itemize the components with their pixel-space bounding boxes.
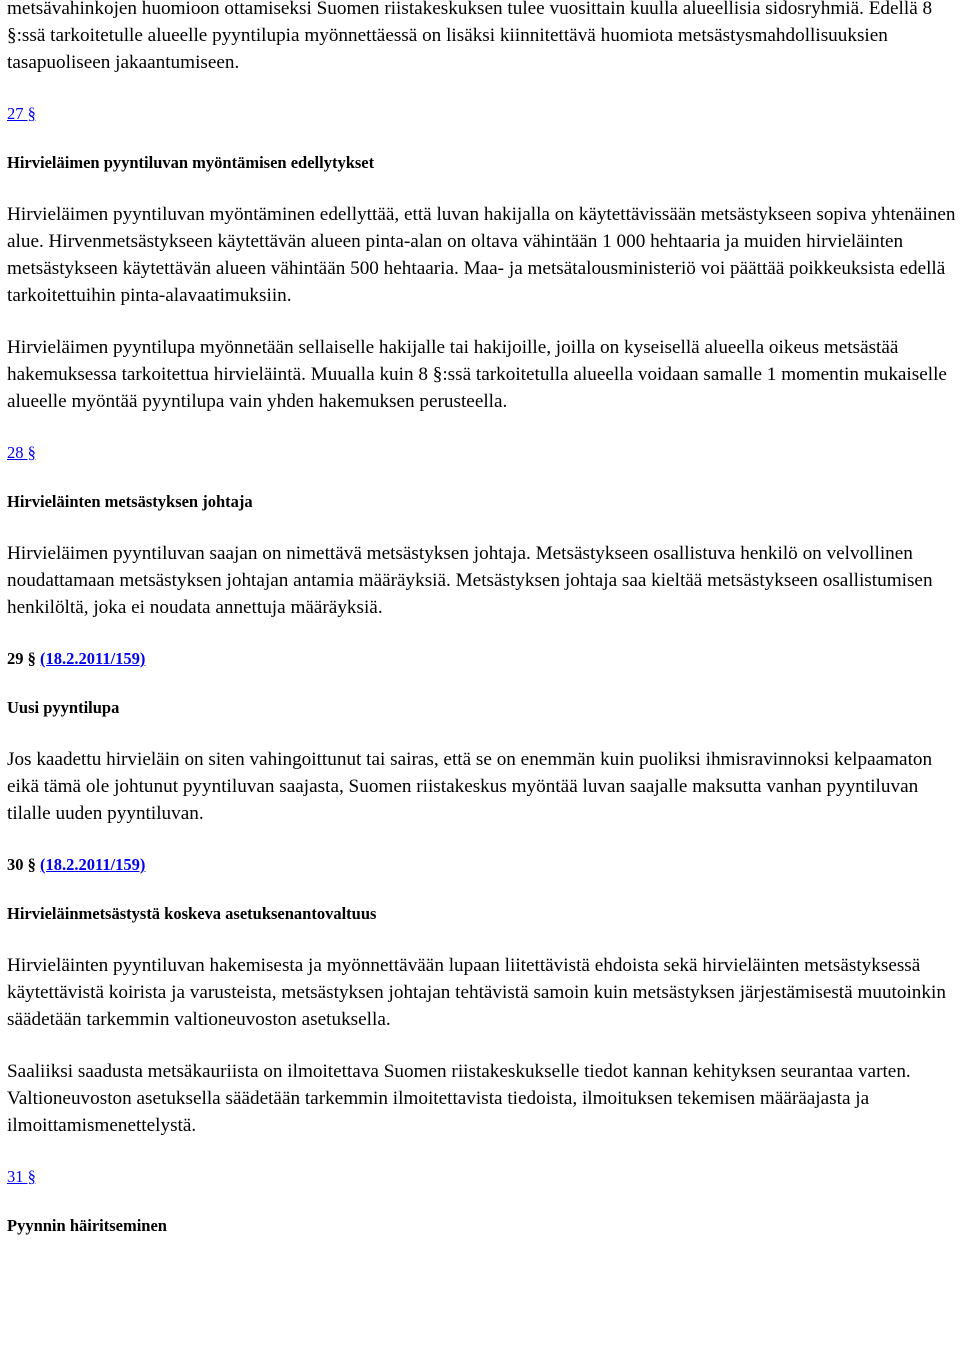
- section-27-paragraph-1: Hirvieläimen pyyntiluvan myöntäminen edellyttää, että luvan hakijalla on käytettävissään metsästykseen sopiva yhtenäinen alue. Hirvenmetsästykseen käytettävän alueen pinta-alan on oltava vähintään 1 000 hehtaaria ja muiden hirvieläinten metsästykseen käytettävän alueen vähintään 500 hehtaaria. Maa- ja metsätalousministeriö voi päättää poikkeuksista edellä tarkoitettuihin pinta-alavaatimuksiin.: [7, 204, 956, 306]
- section-29-number: [7, 648, 957, 670]
- section-30-label: 30 §: [7, 855, 36, 874]
- section-30-paragraph-1: Hirvieläinten pyyntiluvan hakemisesta ja myönnettävään lupaan liitettävistä ehdoista sekä hirvieläinten metsästyksessä käytettävistä koirista ja varusteista, metsästyksen johtajan tehtävistä samoin kuin metsästyksen järjestämisestä muutoinkin säädetään tarkemmin valtioneuvoston asetuksella.: [7, 955, 946, 1030]
- section-29-paragraph-1: Jos kaadettu hirvieläin on siten vahingoittunut tai sairas, että se on enemmän kuin puoliksi ihmisravinnoksi kelpaamaton eikä tämä ole johtunut pyyntiluvan saajasta, Suomen riistakeskus myöntää luvan saajalle maksutta vanhan pyyntiluvan tilalle uuden pyyntiluvan.: [7, 749, 933, 824]
- section-30-amendment-link[interactable]: (18.2.2011/159): [40, 855, 146, 874]
- section-30-number: [7, 854, 957, 876]
- section-29-label: 29 §: [7, 649, 36, 668]
- section-27-heading: Hirvieläimen pyyntiluvan myöntämisen edellytykset: [7, 153, 375, 172]
- document-page: [7, 0, 957, 1237]
- section-28-link[interactable]: 28 §: [7, 443, 36, 462]
- section-27-paragraph-2: Hirvieläimen pyyntilupa myönnetään sellaiselle hakijalle tai hakijoille, joilla on kyseisellä alueella oikeus metsästää hakemuksessa tarkoitettua hirvieläintä. Muualla kuin 8 §:ssä tarkoitetulla alueella voidaan samalle 1 momentin mukaiselle alueelle myöntää pyyntilupa vain yhden hakemuksen perusteella.: [7, 337, 947, 412]
- section-30-heading: Hirvieläinmetsästystä koskeva asetuksenantovaltuus: [7, 904, 377, 923]
- section-31-link[interactable]: 31 §: [7, 1167, 36, 1186]
- section-28-heading: Hirvieläinten metsästyksen johtaja: [7, 492, 253, 511]
- section-29-amendment-link[interactable]: (18.2.2011/159): [40, 649, 146, 668]
- section-31-heading: Pyynnin häiritseminen: [7, 1216, 167, 1235]
- section-31-number: [7, 1166, 957, 1188]
- section-27-link[interactable]: 27 §: [7, 104, 36, 123]
- section-28-number: [7, 442, 957, 464]
- section-27-number: [7, 103, 957, 125]
- section-28-paragraph-1: Hirvieläimen pyyntiluvan saajan on nimettävä metsästyksen johtaja. Metsästykseen osallistuva henkilö on velvollinen noudattamaan metsästyksen johtajan antamia määräyksiä. Metsästyksen johtaja saa kieltää metsästykseen osallistumisen henkilöltä, joka ei noudata annettuja määräyksiä.: [7, 543, 933, 618]
- intro-paragraph: metsävahinkojen huomioon ottamiseksi Suomen riistakeskuksen tulee vuosittain kuulla alueellisia sidosryhmiä. Edellä 8 §:ssä tarkoitetulle alueelle pyyntilupia myönnettäessä on lisäksi kiinnitettävä huomiota metsästysmahdollisuuksien tasapuoliseen jakaantumiseen.: [7, 0, 933, 73]
- section-29-heading: Uusi pyyntilupa: [7, 698, 120, 717]
- section-30-paragraph-2: Saaliiksi saadusta metsäkauriista on ilmoitettava Suomen riistakeskukselle tiedot kannan kehityksen seurantaa varten. Valtioneuvoston asetuksella säädetään tarkemmin ilmoitettavista tiedoista, ilmoituksen tekemisen määräajasta ja ilmoittamismenettelystä.: [7, 1061, 911, 1136]
